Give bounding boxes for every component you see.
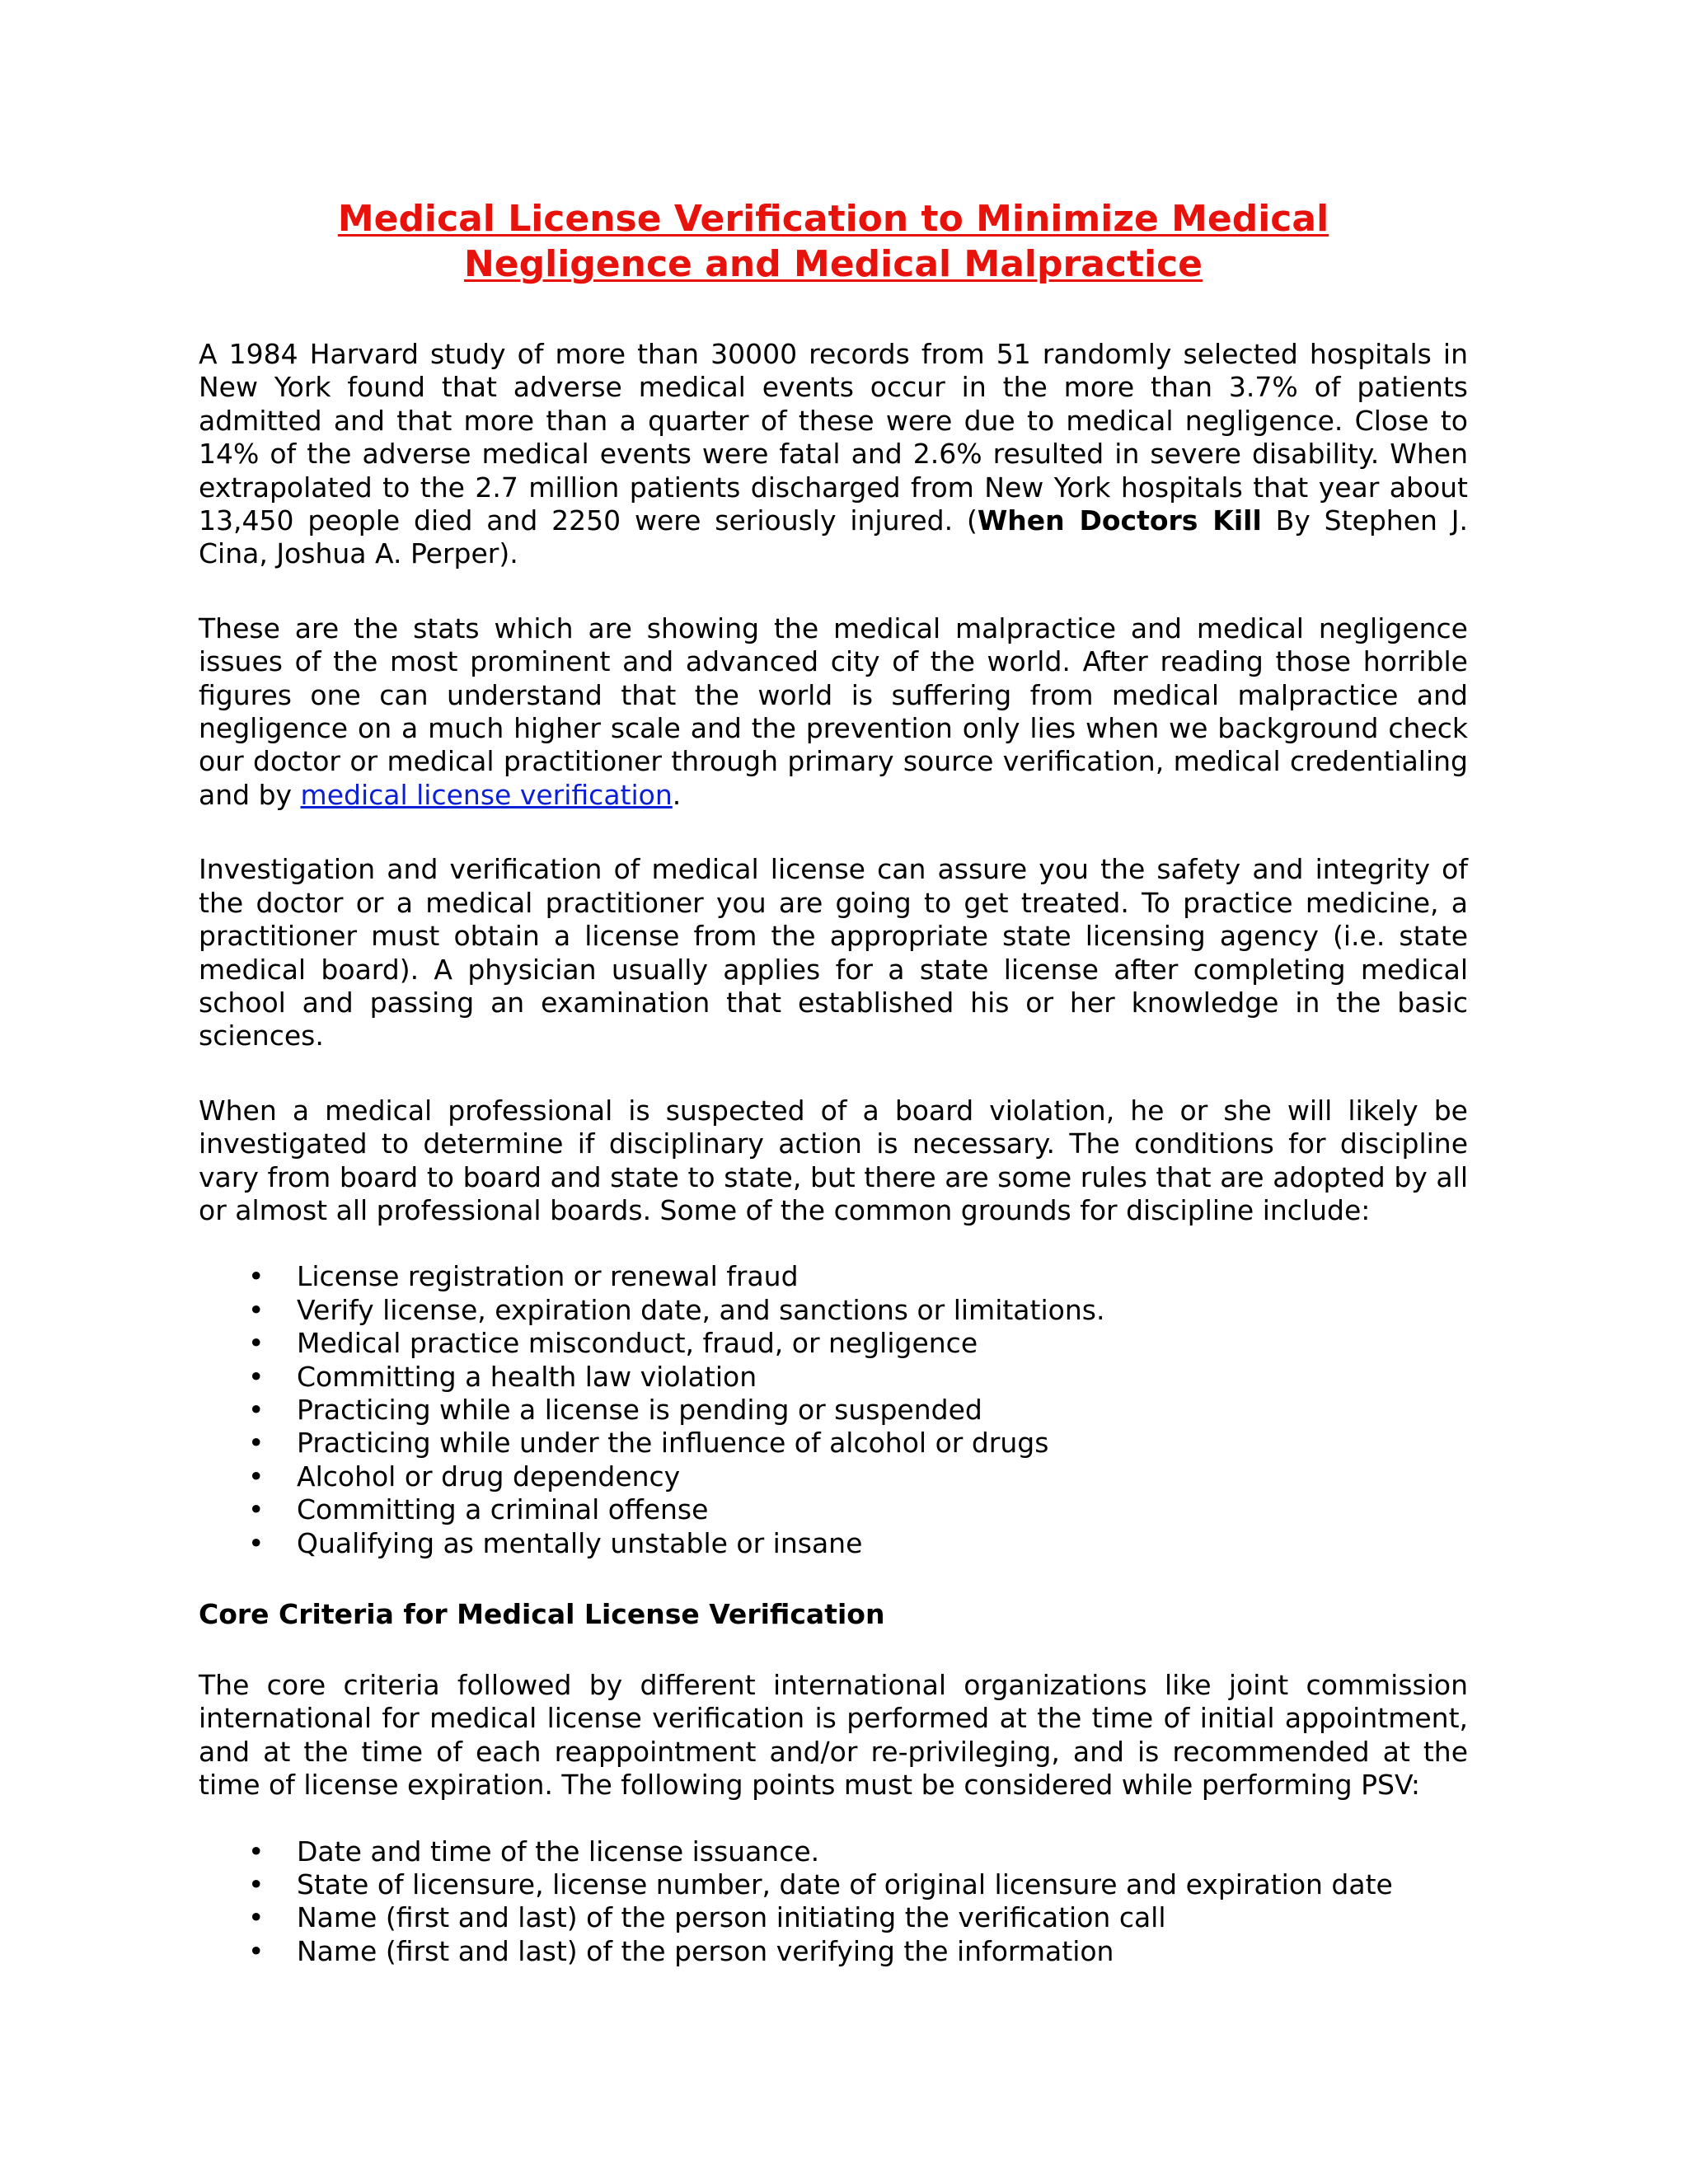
section-heading: Core Criteria for Medical License Verification xyxy=(199,1598,885,1630)
list-item xyxy=(199,1361,1468,1394)
page-title xyxy=(199,196,1468,287)
list-item-text: Date and time of the license issuance. xyxy=(297,1835,820,1868)
list-item-text: Medical practice misconduct, fraud, or negligence xyxy=(297,1327,978,1360)
bullet-icon: • xyxy=(248,1293,265,1326)
list-item-text: Qualifying as mentally unstable or insane xyxy=(297,1526,863,1559)
psv-points-list xyxy=(199,1835,1468,1969)
list-item-text: License registration or renewal fraud xyxy=(297,1260,799,1293)
list-item-text: Name (first and last) of the person verifying the information xyxy=(297,1934,1114,1967)
title-line-1: Medical License Verification to Minimize Medical xyxy=(337,198,1329,240)
list-item-text: Practicing while under the influence of alcohol or drugs xyxy=(297,1427,1049,1460)
list-item xyxy=(199,1835,1468,1868)
list-item xyxy=(199,1527,1468,1560)
list-item-text: State of licensure, license number, date of original licensure and expiration date xyxy=(297,1868,1393,1901)
list-item-text: Practicing while a license is pending or suspended xyxy=(297,1393,982,1426)
list-item xyxy=(199,1260,1468,1293)
bullet-icon: • xyxy=(248,1427,265,1460)
list-item xyxy=(199,1394,1468,1427)
bullet-icon: • xyxy=(248,1393,265,1426)
list-item-text: Committing a health law violation xyxy=(297,1360,757,1393)
bullet-icon: • xyxy=(248,1934,265,1967)
paragraph-investigation: Investigation and verification of medical license can assure you the safety and integrity of the doctor or a medical practitioner you are going to get treated. To practice medicine, a practitioner must obtain a license from the appropriate state licensing agency (i.e. state medical board). A physician usually applies for a state license after completing medical school and passing an examination that established his or her knowledge in the basic sciences. xyxy=(199,853,1468,1052)
paragraph-board-violation: When a medical professional is suspected of a board violation, he or she will likely be investigated to determine if disciplinary action is necessary. The conditions for discipline vary from board to board and state to state, but there are some rules that are adopted by all or almost all professional boards. Some of the common grounds for discipline include: xyxy=(199,1094,1468,1226)
list-item-text: Committing a criminal offense xyxy=(297,1493,709,1526)
list-item-text: Verify license, expiration date, and sanctions or limitations. xyxy=(297,1293,1105,1326)
paragraph-1-citation: By Stephen J. Cina, Joshua A. Perper). xyxy=(199,504,1468,570)
book-title: When Doctors Kill xyxy=(977,504,1262,537)
paragraph-1-text: A 1984 Harvard study of more than 30000 records from 51 randomly selected hospitals in New York found that adverse medical events occur in the more than 3.7% of patients admitted and that more than a quarter of these were due to medical negligence. Close to 14% of the adverse medical events were fatal and 2.6% resulted in severe disability. When extrapolated to the 2.7 million patients discharged from New York hospitals that year about 13,450 people died and 2250 were seriously injured. ( xyxy=(199,338,1468,537)
bullet-icon: • xyxy=(248,1526,265,1559)
bullet-icon: • xyxy=(248,1360,265,1393)
list-item xyxy=(199,1493,1468,1526)
list-item xyxy=(199,1460,1468,1493)
discipline-grounds-list xyxy=(199,1260,1468,1560)
list-item-text: Alcohol or drug dependency xyxy=(297,1460,681,1493)
list-item xyxy=(199,1427,1468,1460)
list-item-text: Name (first and last) of the person initiating the verification call xyxy=(297,1901,1166,1934)
bullet-icon: • xyxy=(248,1327,265,1360)
paragraph-harvard-study xyxy=(199,338,1468,571)
bullet-icon: • xyxy=(248,1493,265,1526)
title-line-2: Negligence and Medical Malpractice xyxy=(463,243,1203,285)
bullet-icon: • xyxy=(248,1460,265,1493)
list-item xyxy=(199,1901,1468,1934)
list-item xyxy=(199,1294,1468,1327)
paragraph-core-criteria: The core criteria followed by different international organizations like joint commission international for medical license verification is performed at the time of initial appointment, and at the time of each reappointment and/or re-privileging, and is recommended at the time of license expiration. The following points must be considered while performing PSV: xyxy=(199,1669,1468,1802)
list-item xyxy=(199,1327,1468,1360)
bullet-icon: • xyxy=(248,1835,265,1868)
paragraph-2-end: . xyxy=(672,778,682,811)
document-page xyxy=(199,196,1468,2006)
list-item xyxy=(199,1868,1468,1901)
paragraph-stats xyxy=(199,612,1468,812)
medical-license-verification-link[interactable]: medical license verification xyxy=(300,778,673,811)
bullet-icon: • xyxy=(248,1868,265,1901)
list-item xyxy=(199,1935,1468,1968)
paragraph-2-text: These are the stats which are showing the medical malpractice and medical negligence issues of the most prominent and advanced city of the world. After reading those horrible figures one can understand that the world is suffering from medical malpractice and negligence on a much higher scale and the prevention only lies when we background check our doctor or medical practitioner through primary source verification, medical credentialing and by xyxy=(199,612,1468,811)
bullet-icon: • xyxy=(248,1901,265,1934)
bullet-icon: • xyxy=(248,1260,265,1293)
